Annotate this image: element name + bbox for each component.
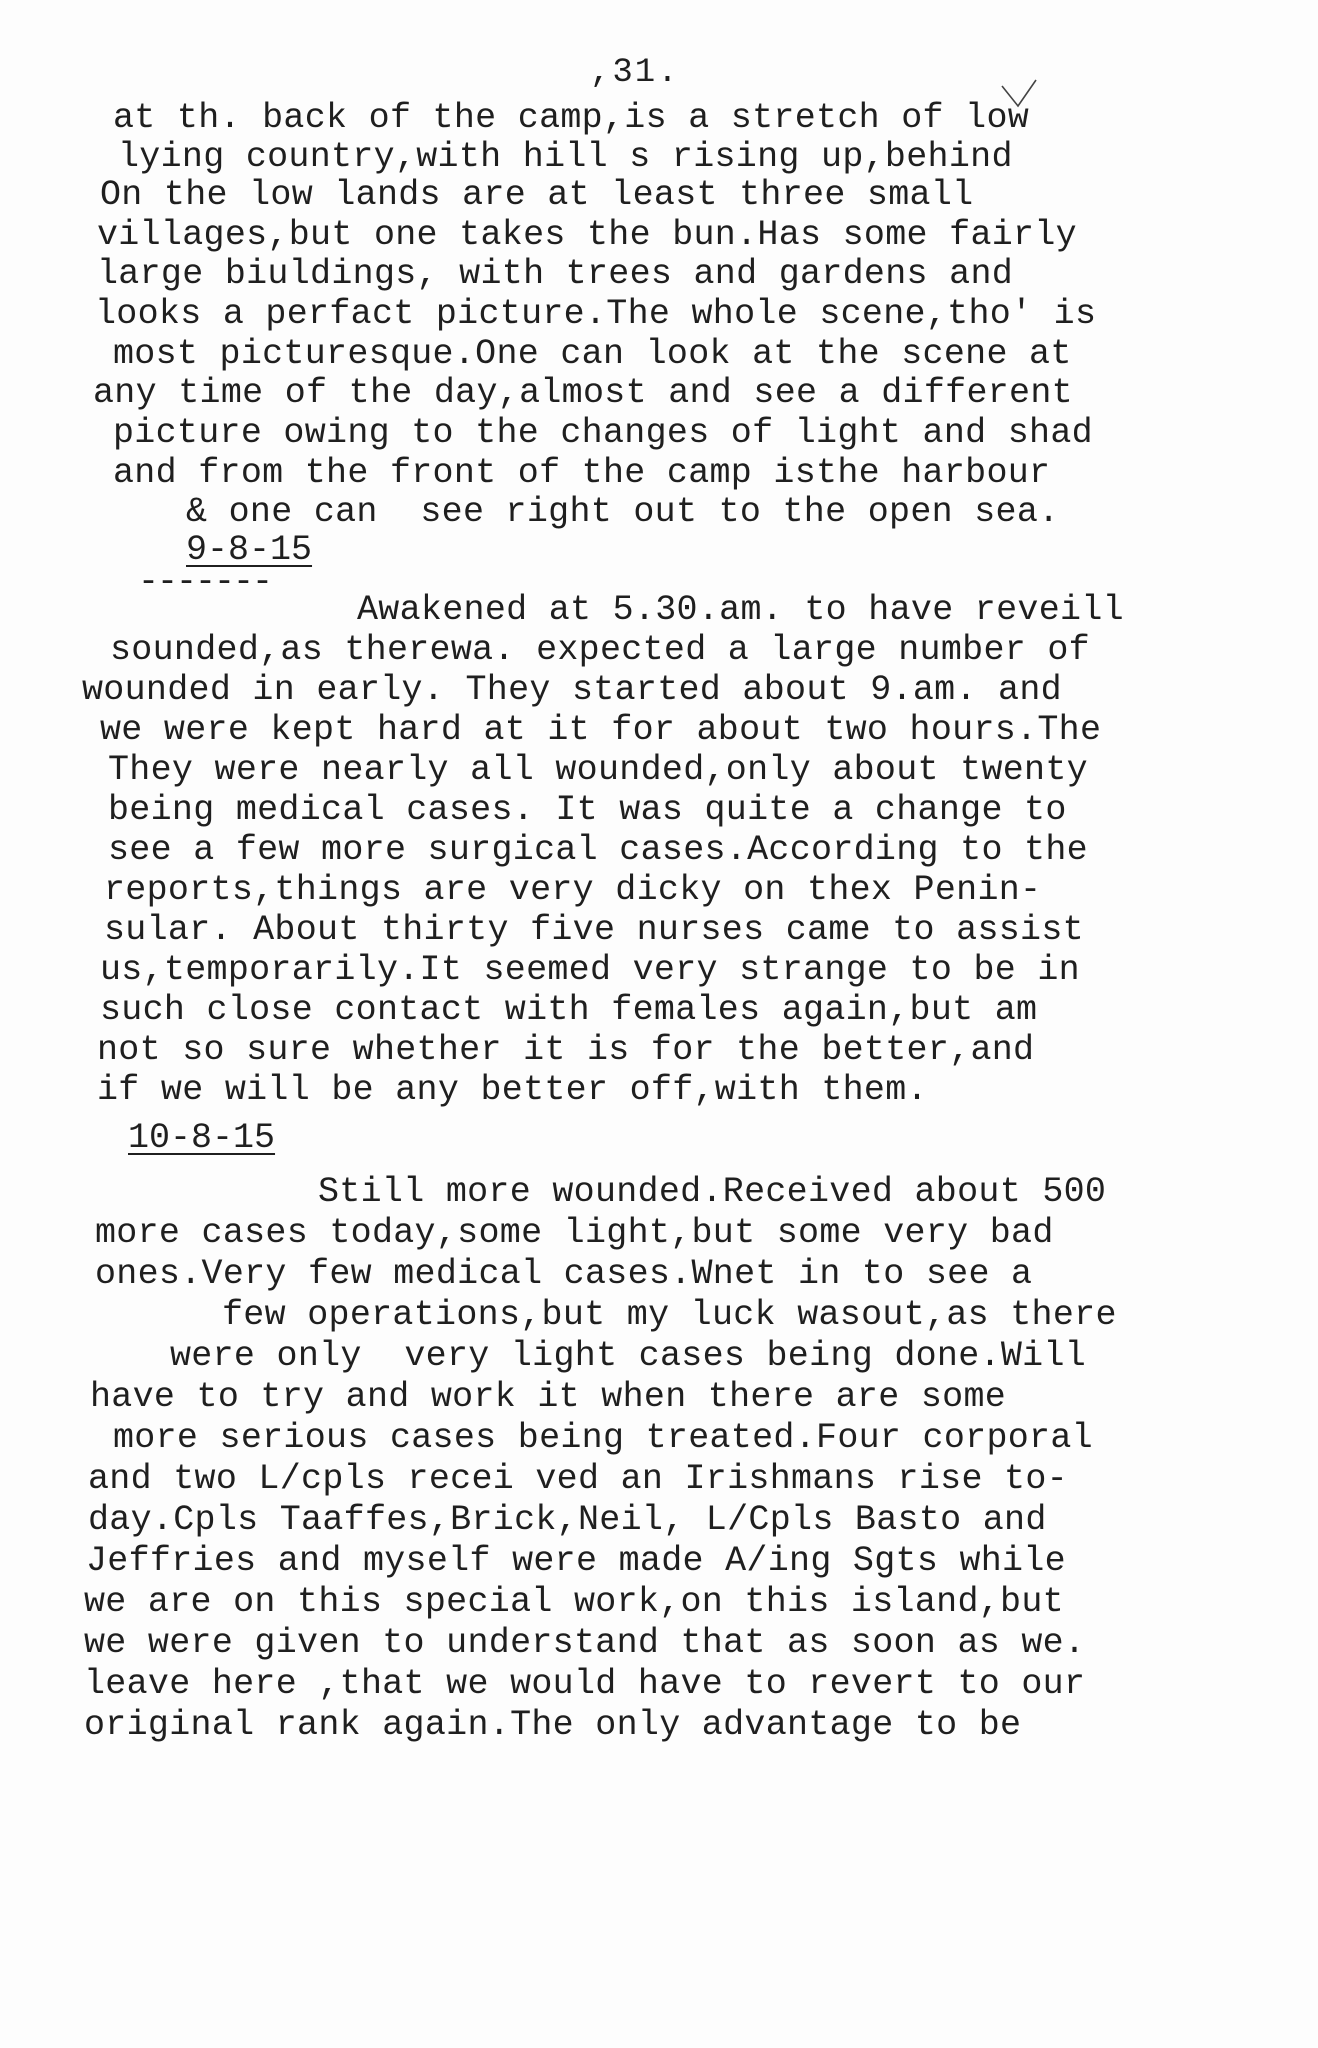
- text-line: picture owing to the changes of light and shad: [113, 413, 1093, 453]
- text-line: They were nearly all wounded,only about twenty: [108, 750, 1088, 790]
- text-line: were only very light cases being done.Will: [170, 1336, 1087, 1376]
- text-line: and from the front of the camp isthe harbour: [113, 453, 1051, 493]
- text-line: such close contact with females again,but am: [100, 990, 1038, 1030]
- text-line: day.Cpls Taaffes,Brick,Neil, L/Cpls Basto and: [88, 1500, 1047, 1540]
- entry-date: 10-8-15: [128, 1118, 276, 1158]
- text-line: sounded,as therewa. expected a large number of: [110, 630, 1090, 670]
- text-line: Jeffries and myself were made A/ing Sgts while: [86, 1541, 1066, 1581]
- text-line: few operations,but my luck wasout,as there: [222, 1295, 1117, 1335]
- text-line: see a few more surgical cases.According to the: [108, 830, 1088, 870]
- text-line: more cases today,some light,but some very bad: [95, 1213, 1054, 1253]
- text-line: wounded in early. They started about 9.am. and: [82, 670, 1062, 710]
- text-line: Awakened at 5.30.am. to have reveill: [357, 590, 1124, 630]
- text-line: and two L/cpls recei ved an Irishmans rise to-: [88, 1459, 1068, 1499]
- text-line: villages,but one takes the bun.Has some fairly: [97, 215, 1077, 255]
- text-line: looks a perfact picture.The whole scene,tho' is: [95, 294, 1097, 334]
- text-line: most picturesque.One can look at the scene at: [113, 334, 1072, 374]
- text-line: we were kept hard at it for about two hours.The: [100, 710, 1102, 750]
- text-line: ones.Very few medical cases.Wnet in to see a: [95, 1254, 1033, 1294]
- text-line: leave here ,that we would have to revert to our: [84, 1664, 1086, 1704]
- text-line: being medical cases. It was quite a change to: [108, 790, 1067, 830]
- text-line: any time of the day,almost and see a different: [93, 373, 1073, 413]
- entry-date: 9-8-15: [186, 530, 313, 570]
- text-line: sular. About thirty five nurses came to assist: [104, 910, 1084, 950]
- text-line: large biuldings, with trees and gardens and: [97, 254, 1014, 294]
- text-line: & one can see right out to the open sea.: [186, 492, 1060, 532]
- text-line: Still more wounded.Received about 500: [318, 1172, 1107, 1212]
- text-line: more serious cases being treated.Four corporal: [113, 1418, 1093, 1458]
- text-line: have to try and work it when there are some: [90, 1377, 1007, 1417]
- text-line: reports,things are very dicky on thex Penin-: [104, 870, 1042, 910]
- text-line: original rank again.The only advantage to be: [84, 1705, 1022, 1745]
- text-line: On the low lands are at least three small: [100, 175, 974, 215]
- text-line: lying country,with hill s rising up,behind: [118, 137, 1013, 177]
- text-line: we are on this special work,on this island,but: [84, 1582, 1064, 1622]
- text-line: not so sure whether it is for the better,and: [97, 1030, 1035, 1070]
- dashed-rule: -------: [138, 562, 272, 602]
- text-line: if we will be any better off,with them.: [97, 1070, 928, 1110]
- text-line: at th. back of the camp,is a stretch of low: [113, 98, 1030, 138]
- text-line: we were given to understand that as soon as we.: [84, 1623, 1086, 1663]
- text-line: us,temporarily.It seemed very strange to be in: [100, 950, 1080, 990]
- page-number: ,31.: [590, 54, 680, 92]
